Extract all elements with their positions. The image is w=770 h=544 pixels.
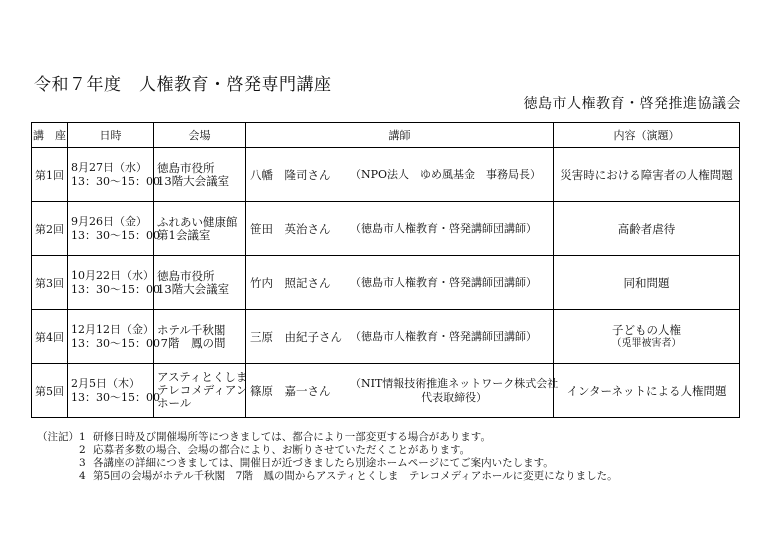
organization-name: 徳島市人権教育・啓発推進協議会 [523,96,741,112]
course-date: 8月27日（水） [71,160,147,174]
lecturer-affiliation [350,168,541,182]
course-datetime [68,364,160,418]
venue-line: ホテル千秋閣 [157,322,226,337]
course-time: 13：30～15：00 [71,282,160,296]
topic-subline: （兎罪被害者） [611,337,682,349]
table-row [32,310,740,364]
header-date: 日時 [68,123,154,148]
course-topic [554,310,740,364]
table-row [32,364,740,418]
note-item [37,470,618,483]
lecturer-affiliation [350,330,537,344]
course-date: 10月22日（水） [71,268,154,282]
affiliation-line: （NPO法人 ゆめ風基金 事務局長） [350,167,542,181]
lecturer-affiliation [350,276,537,290]
document-title: 令和７年度 人権教育・啓発専門講座 [34,75,332,95]
course-lecturer [246,364,559,418]
course-datetime [68,148,160,202]
topic-line: 災害時における障害者の人権問題 [560,167,733,182]
table-row [32,256,740,310]
venue-line: テレコメディアン [157,383,248,397]
affiliation-line: （NIT情報技術推進ネットワーク株式会社 [350,376,559,390]
affiliation-line: （徳島市人権教育・啓発講師団講師） [350,221,537,235]
course-venue [154,202,246,256]
lecturer-name: 篠原 嘉一さん [250,383,331,398]
course-venue [154,310,246,364]
course-number: 第1回 [32,148,68,202]
lecturer-name: 八幡 隆司さん [250,167,331,182]
venue-line: ふれあい健康館 [157,214,238,229]
note-number: 4 [79,470,86,482]
venue-line: ホール [157,396,192,410]
course-time: 13：30～15：00 [71,228,160,242]
note-text: 第5回の会場がホテル千秋閣 7階 鳳の間からアスティとくしま テレコメディアホールに変更になりました。 [93,470,618,482]
note-item [37,457,618,470]
notes-section [37,431,618,483]
table-row [32,148,740,202]
topic-line: 高齢者虐待 [617,221,676,236]
topic-line: インターネットによる人権問題 [566,383,727,398]
course-number: 第5回 [32,364,68,418]
course-time: 13：30～15：00 [71,390,160,404]
course-venue [154,256,246,310]
table-row [32,202,740,256]
course-lecturer [246,148,554,202]
course-date: 12月12日（金） [71,322,154,336]
lecturer-name: 竹内 照記さん [250,275,331,290]
topic-line: 子どもの人権 [612,322,681,337]
course-venue [154,148,246,202]
course-lecturer [246,310,554,364]
note-item [37,431,618,444]
note-text: 研修日時及び開催場所等につきましては、都合により一部変更する場合があります。 [93,431,491,443]
course-time: 13：30～15：00 [71,174,160,188]
note-number: 3 [79,457,86,469]
note-number: 1 [79,431,86,443]
course-datetime [68,202,160,256]
header-venue: 会場 [154,123,246,148]
note-text: 応募者多数の場合、会場の都合により、お断りさせていただくことがあります。 [93,444,471,456]
course-datetime [68,256,160,310]
course-time: 13：30～15：00 [71,336,160,350]
header-course-no: 講 座 [32,123,68,148]
lecturer-affiliation [350,222,537,236]
course-date: 2月5日（木） [71,376,140,390]
course-date: 9月26日（金） [71,214,147,228]
notes-label: （注記） [37,431,79,443]
course-lecturer [246,256,554,310]
header-lecturer: 講師 [246,123,554,148]
venue-line: 徳島市役所 [157,160,215,175]
course-datetime [68,310,160,364]
course-topic [554,256,740,310]
course-number: 第2回 [32,202,68,256]
venue-line: 13階大会議室 [157,173,230,188]
affiliation-line: （徳島市人権教育・啓発講師団講師） [350,275,537,289]
course-topic [554,148,740,202]
lecturer-name: 三原 由紀子さん [250,329,342,344]
course-number: 第3回 [32,256,68,310]
course-venue [154,364,246,418]
lecturer-affiliation [350,377,558,405]
venue-line: 徳島市役所 [157,268,215,283]
topic-line: 同和問題 [623,275,670,290]
course-lecturer [246,202,554,256]
header-topic: 内容（演題） [554,123,740,148]
venue-line: 第1会議室 [157,227,211,242]
course-topic [554,364,740,418]
note-text: 各講座の詳細につきましては、開催日が近づきましたら別途ホームページにてご案内いたします。 [93,457,554,469]
venue-line: アスティとくしま [157,370,248,384]
venue-line: 13階大会議室 [157,281,230,296]
affiliation-line: （徳島市人権教育・啓発講師団講師） [350,329,537,343]
lecturer-name: 笹田 英治さん [250,221,331,236]
course-number: 第4回 [32,310,68,364]
table-header-row [32,123,740,148]
course-schedule-table [31,122,740,418]
note-number: 2 [79,444,86,456]
venue-line: 7階 鳳の間 [157,335,226,350]
course-topic [554,202,740,256]
affiliation-line: 代表取締役） [421,390,488,404]
note-item [37,444,618,457]
